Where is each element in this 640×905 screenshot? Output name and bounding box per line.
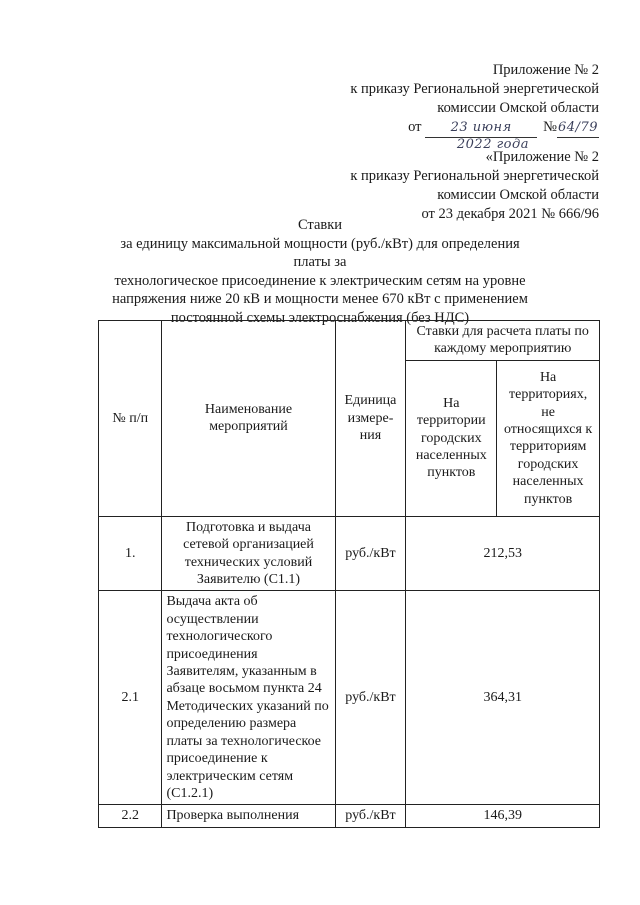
row-name: Выдача акта об осуществлении технологического присоединения Заявителям, указанным в абзаце восьмом пункта 24 Методических указаний по определению размера платы за технологическое присоединение к электрическим сетям (С1.2.1) [162, 591, 335, 805]
header-urban: На территории городских населенных пунктов [406, 360, 497, 516]
title-line: напряжения ниже 20 кВ и мощности менее 670 кВт с применением [112, 291, 528, 308]
row-name: Проверка выполнения [162, 805, 335, 827]
from-label: от [408, 119, 422, 135]
appendix-title: Приложение № 2 [492, 62, 599, 78]
row-name: Подготовка и выдача сетевой организацией технических условий Заявителю (С1.1) [162, 516, 335, 591]
row-value: 146,39 [406, 805, 600, 827]
row-num: 2.1 [99, 591, 162, 805]
row-unit: руб./кВт [335, 591, 406, 805]
row-value: 212,53 [406, 516, 600, 591]
previous-appendix-header [350, 148, 599, 224]
handwritten-number: 64/79 [557, 118, 599, 138]
table-row [99, 805, 600, 827]
row-unit: руб./кВт [335, 805, 406, 827]
commission-name: комиссии Омской области [437, 100, 599, 116]
row-num: 2.2 [99, 805, 162, 827]
rates-table [98, 320, 600, 828]
header-unit: Единица измере-ния [335, 321, 406, 517]
row-num: 1. [99, 516, 162, 591]
appendix-header [350, 61, 599, 152]
previous-order-reference: к приказу Региональной энергетической [350, 168, 599, 184]
order-date-line [350, 118, 599, 152]
title-line: за единицу максимальной мощности (руб./кВт) для определения платы за [120, 235, 520, 271]
row-value: 364,31 [406, 591, 600, 805]
row-unit: руб./кВт [335, 516, 406, 591]
previous-order-date: от 23 декабря 2021 № 666/96 [421, 206, 599, 222]
handwritten-year: 2022 года [456, 137, 529, 152]
header-rural: На территориях, не относящихся к территориям городских населенных пунктов [497, 360, 600, 516]
order-reference: к приказу Региональной энергетической [350, 81, 599, 97]
table-row [99, 516, 600, 591]
title-heading: Ставки [297, 217, 343, 233]
number-sign: № [543, 119, 557, 135]
table-row [99, 591, 600, 805]
previous-appendix-title: «Приложение № 2 [485, 149, 599, 165]
title-line: постоянной схемы электроснабжения (без НДС) [170, 309, 470, 326]
header-num: № п/п [99, 321, 162, 517]
title-line: технологическое присоединение к электрическим сетям на уровне [114, 272, 526, 289]
header-rates-group: Ставки для расчета платы по каждому мероприятию [406, 321, 600, 361]
handwritten-date: 23 июня [425, 118, 537, 138]
previous-commission-name: комиссии Омской области [437, 187, 599, 203]
header-name: Наименование мероприятий [162, 321, 335, 517]
document-title [100, 216, 540, 328]
